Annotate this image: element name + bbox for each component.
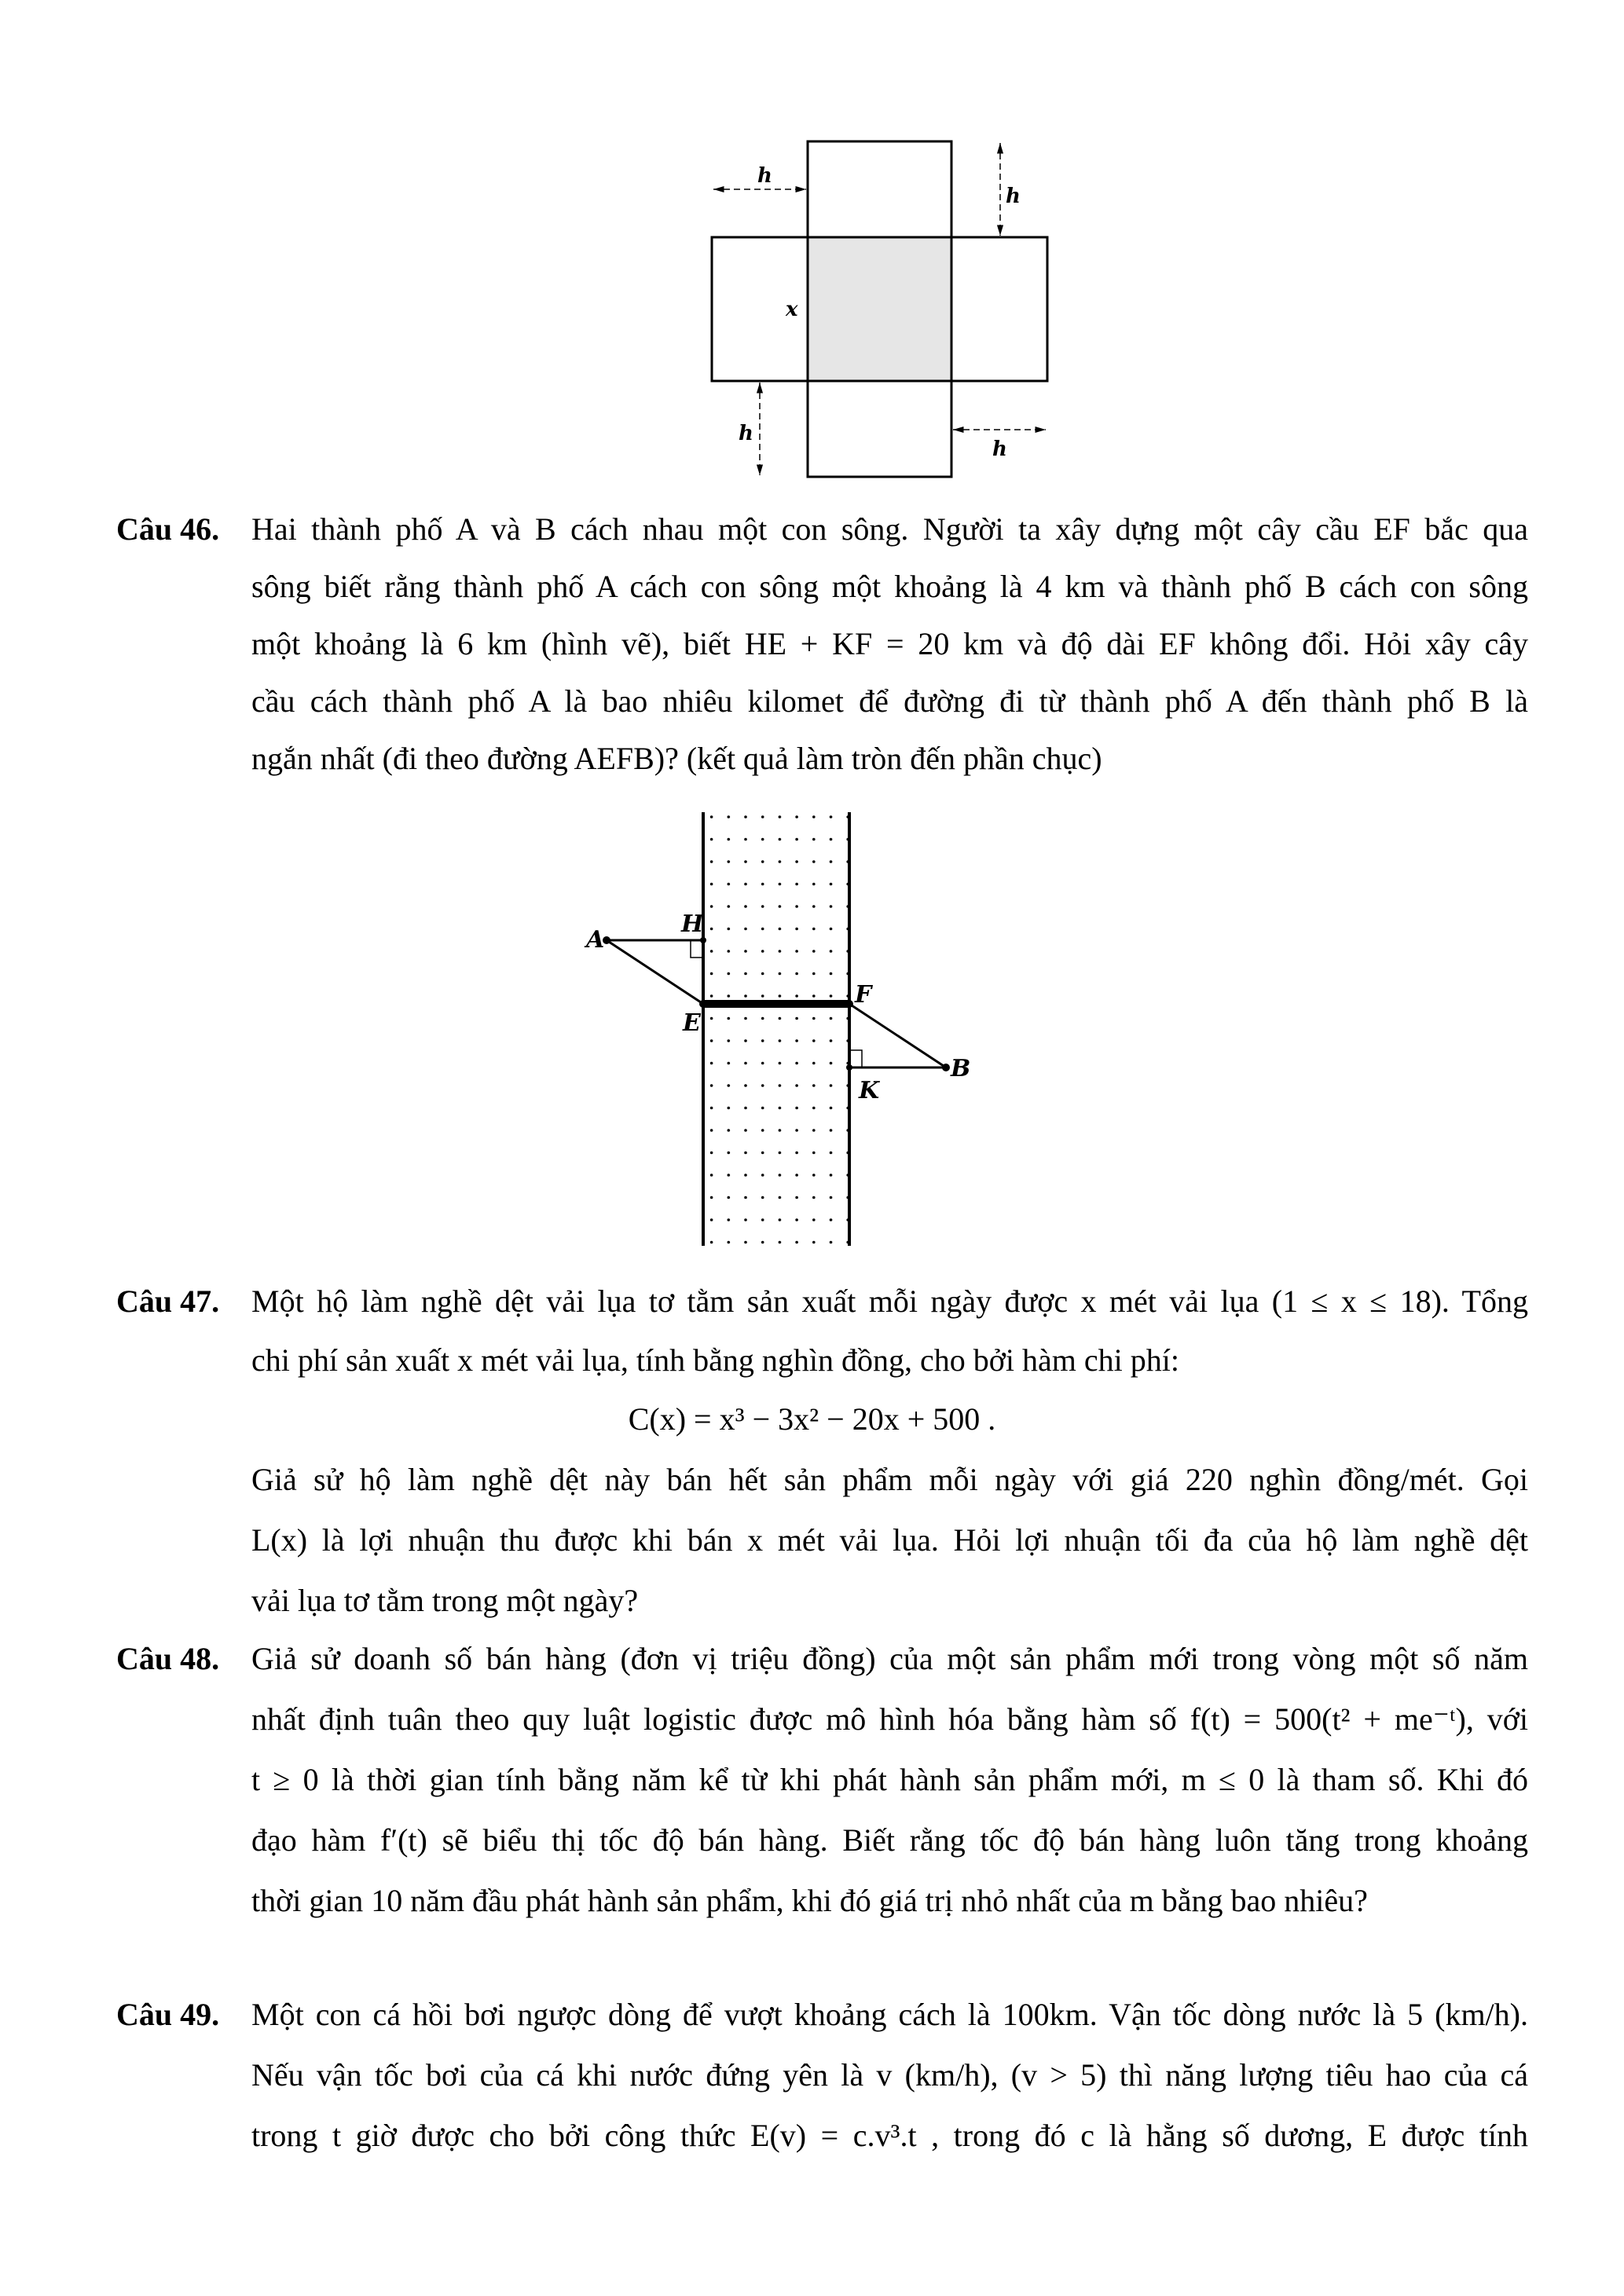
question-48-label: Câu 48. xyxy=(116,1641,220,1676)
segment-AE xyxy=(607,940,703,1004)
label-A: A xyxy=(586,926,605,954)
label-B: B xyxy=(951,1055,971,1082)
label-E: E xyxy=(683,1009,701,1037)
q48-line-1: Giả sử doanh số bán hàng (đơn vị triệu đồng) của một sản phẩm mới trong vòng một số năm xyxy=(251,1641,1528,1676)
right-angle-H xyxy=(691,940,703,958)
point-F xyxy=(845,1000,853,1008)
q46-line-5: ngắn nhất (đi theo đường AEFB)? (kết quả làm tròn đến phần chục) xyxy=(251,741,1102,776)
base-square xyxy=(808,237,951,381)
segment-FB xyxy=(849,1004,946,1067)
flap-top xyxy=(808,141,951,237)
q49-line-2: Nếu vận tốc bơi của cá khi nước đứng yên là v (km/h), (v > 5) thì năng lượng tiêu hao của cá xyxy=(251,2057,1528,2093)
q48-line-5: thời gian 10 năm đầu phát hành sản phẩm, khi đó giá trị nhỏ nhất của m bằng bao nhiêu? xyxy=(251,1883,1368,1918)
label-h-top-left: h xyxy=(757,164,772,188)
q47-line-4: Giả sử hộ làm nghề dệt này bán hết sản phẩm mỗi ngày với giá 220 nghìn đồng/mét. Gọi xyxy=(251,1462,1528,1497)
q48-line-3: t ≥ 0 là thời gian tính bằng năm kể từ khi phát hành sản phẩm mới, m ≤ 0 là tham số. Khi đó xyxy=(251,1762,1528,1797)
river-water xyxy=(705,812,849,1246)
point-H xyxy=(700,937,706,943)
q48-line-2: nhất định tuân theo quy luật logistic được mô hình hóa bằng hàm số f(t) = 500(t² + me⁻ᵗ), với xyxy=(251,1701,1528,1737)
q47-line-1: Một hộ làm nghề dệt vải lụa tơ tằm sản xuất mỗi ngày được x mét vải lụa (1 ≤ x ≤ 18). Tổng xyxy=(251,1283,1528,1319)
point-E xyxy=(699,1000,707,1008)
label-h-bottom-right: h xyxy=(992,438,1007,461)
river-bridge-figure xyxy=(566,801,1163,1257)
q47-line-5: L(x) là lợi nhuận thu được khi bán x mét vải lụa. Hỏi lợi nhuận tối đa của hộ làm nghề dệt xyxy=(251,1522,1528,1558)
q47-line-2: chi phí sản xuất x mét vải lụa, tính bằng nghìn đồng, cho bởi hàm chi phí: xyxy=(251,1342,1179,1378)
box-net-figure xyxy=(691,126,1084,503)
label-H: H xyxy=(681,910,704,938)
question-46-label: Câu 46. xyxy=(116,511,220,547)
q46-line-3: một khoảng là 6 km (hình vẽ), biết HE + KF = 20 km và độ dài EF không đổi. Hỏi xây cây xyxy=(251,626,1528,661)
q46-line-1: Hai thành phố A và B cách nhau một con sông. Người ta xây dựng một cây cầu EF bắc qua xyxy=(251,511,1528,547)
point-B xyxy=(942,1064,950,1071)
point-K xyxy=(846,1064,852,1071)
label-x: x xyxy=(786,298,798,321)
q49-line-1: Một con cá hồi bơi ngược dòng để vượt khoảng cách là 100km. Vận tốc dòng nước là 5 (km/h). xyxy=(251,1997,1528,2032)
flap-right xyxy=(951,237,1047,381)
q46-line-4: cầu cách thành phố A là bao nhiêu kilomet để đường đi từ thành phố A đến thành phố B là xyxy=(251,683,1528,719)
question-49-label: Câu 49. xyxy=(116,1997,220,2032)
label-h-bottom-left: h xyxy=(739,422,753,445)
q48-line-4: đạo hàm f′(t) sẽ biểu thị tốc độ bán hàng. Biết rằng tốc độ bán hàng luôn tăng trong khoảng xyxy=(251,1822,1528,1858)
question-47-label: Câu 47. xyxy=(116,1283,220,1319)
q47-line-6: vải lụa tơ tằm trong một ngày? xyxy=(251,1583,639,1618)
flap-bottom xyxy=(808,381,951,477)
label-K: K xyxy=(859,1077,880,1104)
q46-line-2: sông biết rằng thành phố A cách con sông một khoảng là 4 km và thành phố B cách con sông xyxy=(251,569,1528,604)
label-F: F xyxy=(855,981,872,1009)
q47-formula-cost: C(x) = x³ − 3x² − 20x + 500 . xyxy=(628,1401,996,1437)
q49-line-3: trong t giờ được cho bởi công thức E(v) = c.v³.t , trong đó c là hằng số dương, E được tính xyxy=(251,2118,1528,2153)
label-h-top-right: h xyxy=(1006,185,1021,208)
right-angle-K xyxy=(849,1050,862,1067)
